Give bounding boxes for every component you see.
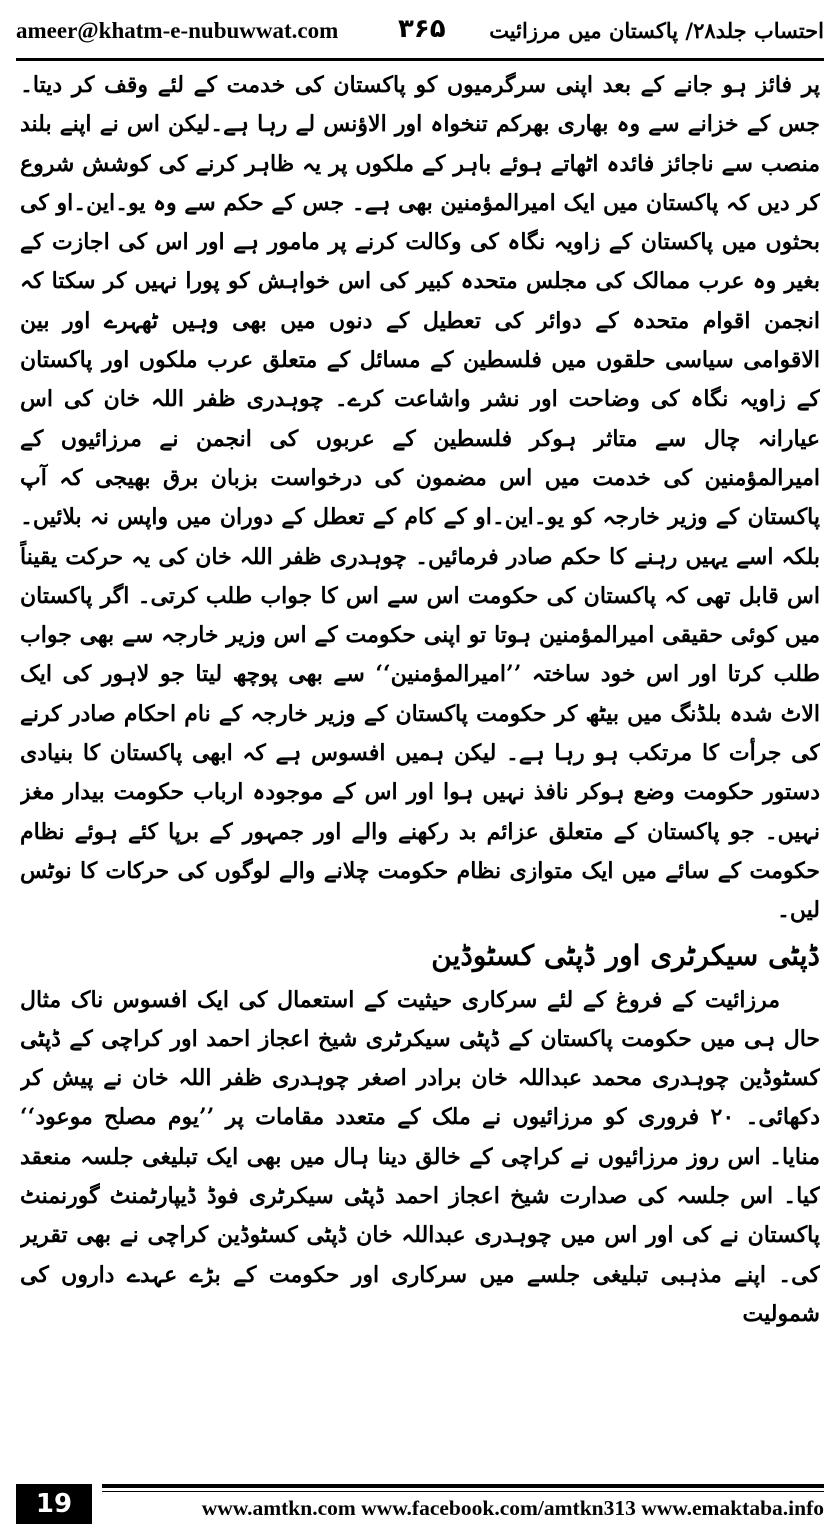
folio-number: 19 xyxy=(16,1484,92,1524)
footer-links: www.amtkn.com www.facebook.com/amtkn313 www.emaktaba.info xyxy=(201,1496,824,1520)
header-email: ameer@khatm-e-nubuwwat.com xyxy=(16,18,339,43)
section-heading: ڈپٹی سیکرٹری اور ڈپٹی کسٹوڈین xyxy=(431,938,820,972)
body-paragraph-1: پر فائز ہو جانے کے بعد اپنی سرگرمیوں کو پاکستان کی خدمت کے لئے وقف کر دیتا۔ جس کے خزانے سے وہ بھاری بھرکم تنخواہ اور الاؤنس لے رہا ہے۔لیکن اس نے اپنے بلند منصب سے ناجائز فائدہ اٹھاتے ہوئے باہر کے ملکوں پر یہ ظاہر کرنے کی کوشش شروع کر دیں کہ پاکستان میں ایک امیرالمؤمنین بھی ہے۔ جس کے حکم سے وہ یو۔این۔او کی بحثوں میں پاکستان کے زاویہ نگاہ کی وکالت کرنے پر مامور ہے اور اس کی اجازت کے بغیر وہ عرب ممالک کی مجلس متحدہ کبیر کی اس خواہش کو پورا نہیں کر سکتا کہ انجمن اقوام متحدہ کے دوائر کی تعطیل کے دنوں میں بھی وہیں ٹھہرے اور بین الاقوامی سیاسی حلقوں میں فلسطین کے مسائل کے متعلق عرب ملکوں اور پاکستان کے زاویہ نگاہ کی وضاحت اور نشر واشاعت کرے۔ چوہدری ظفر اللہ خان کی اس عیارانہ چال سے متاثر ہوکر فلسطین کے عربوں کی انجمن نے مرزائیوں کے امیرالمؤمنین کی خدمت میں اس مضمون کی درخواست بزبان برق بھیجی کہ آپ پاکستان کے وزیر خارجہ کو یو۔این۔او کے کام کے تعطل کے دوران میں واپس نہ بلائیں۔ بلکہ اسے یہیں رہنے کا حکم صادر فرمائیں۔ چوہدری ظفر اللہ خان کی یہ حرکت یقیناً اس قابل تھی کہ پاکستان کی حکومت اس سے اس کا جواب طلب کرتی۔ اگر پاکستان میں کوئی حقیقی امیرالمؤمنین ہوتا تو اپنی حکومت کے اس وزیر خارجہ سے بھی جواب طلب کرتا اور اس خود ساختہ ’’امیرالمؤمنین‘‘ سے بھی پوچھ لیتا جو لاہور کی ایک الاٹ شدہ بلڈنگ میں بیٹھ کر حکومت پاکستان کے وزیر خارجہ کے نام احکام صادر کرنے کی جرأت کا مرتکب ہو رہا ہے۔ لیکن ہمیں افسوس ہے کہ ابھی پاکستان کا بنیادی دستور حکومت وضع ہوکر نافذ نہیں ہوا اور اس کے موجودہ ارباب حکومت بیدار مغز نہیں۔ جو پاکستان کے متعلق عزائم بد رکھنے والے اور جمہور کے برپا کئے ہوئے نظام حکومت کے سائے میں ایک متوازی نظام حکومت چلانے والے لوگوں کی حرکات کا نوٹس لیں۔ xyxy=(20,72,820,924)
page-body xyxy=(20,66,820,1456)
page-footer xyxy=(16,1482,824,1528)
header-rule xyxy=(16,58,824,61)
footer-rule-thick xyxy=(102,1484,824,1488)
header-running-title: احتساب جلد۲۸/ پاکستان میں مرزائیت xyxy=(489,18,824,43)
header-page-number: ۳۶۵ xyxy=(398,14,446,44)
page-header xyxy=(16,14,824,54)
footer-rule-thin xyxy=(102,1491,824,1492)
body-paragraph-2: مرزائیت کے فروغ کے لئے سرکاری حیثیت کے استعمال کی ایک افسوس ناک مثال حال ہی میں حکومت پاکستان کے ڈپٹی سیکرٹری شیخ اعجاز احمد اور کراچی کے ڈپٹی کسٹوڈین چوہدری محمد عبداللہ خان برادر اصغر چوہدری ظفر اللہ خان نے پیش کر دکھائی۔ ۲۰ فروری کو مرزائیوں نے ملک کے متعدد مقامات پر ’’یوم مصلح موعود‘‘ منایا۔ اس روز مرزائیوں نے کراچی کے خالق دینا ہال میں بھی ایک تبلیغی جلسہ منعقد کیا۔ اس جلسہ کی صدارت شیخ اعجاز احمد ڈپٹی سیکرٹری فوڈ ڈیپارٹمنٹ گورنمنٹ پاکستان نے کی اور اس میں چوہدری عبداللہ خان ڈپٹی کسٹوڈین کراچی نے بھی تقریر کی۔ اپنے مذہبی تبلیغی جلسے میں سرکاری اور حکومت کے بڑے عہدے داروں کی شمولیت xyxy=(20,986,820,1327)
